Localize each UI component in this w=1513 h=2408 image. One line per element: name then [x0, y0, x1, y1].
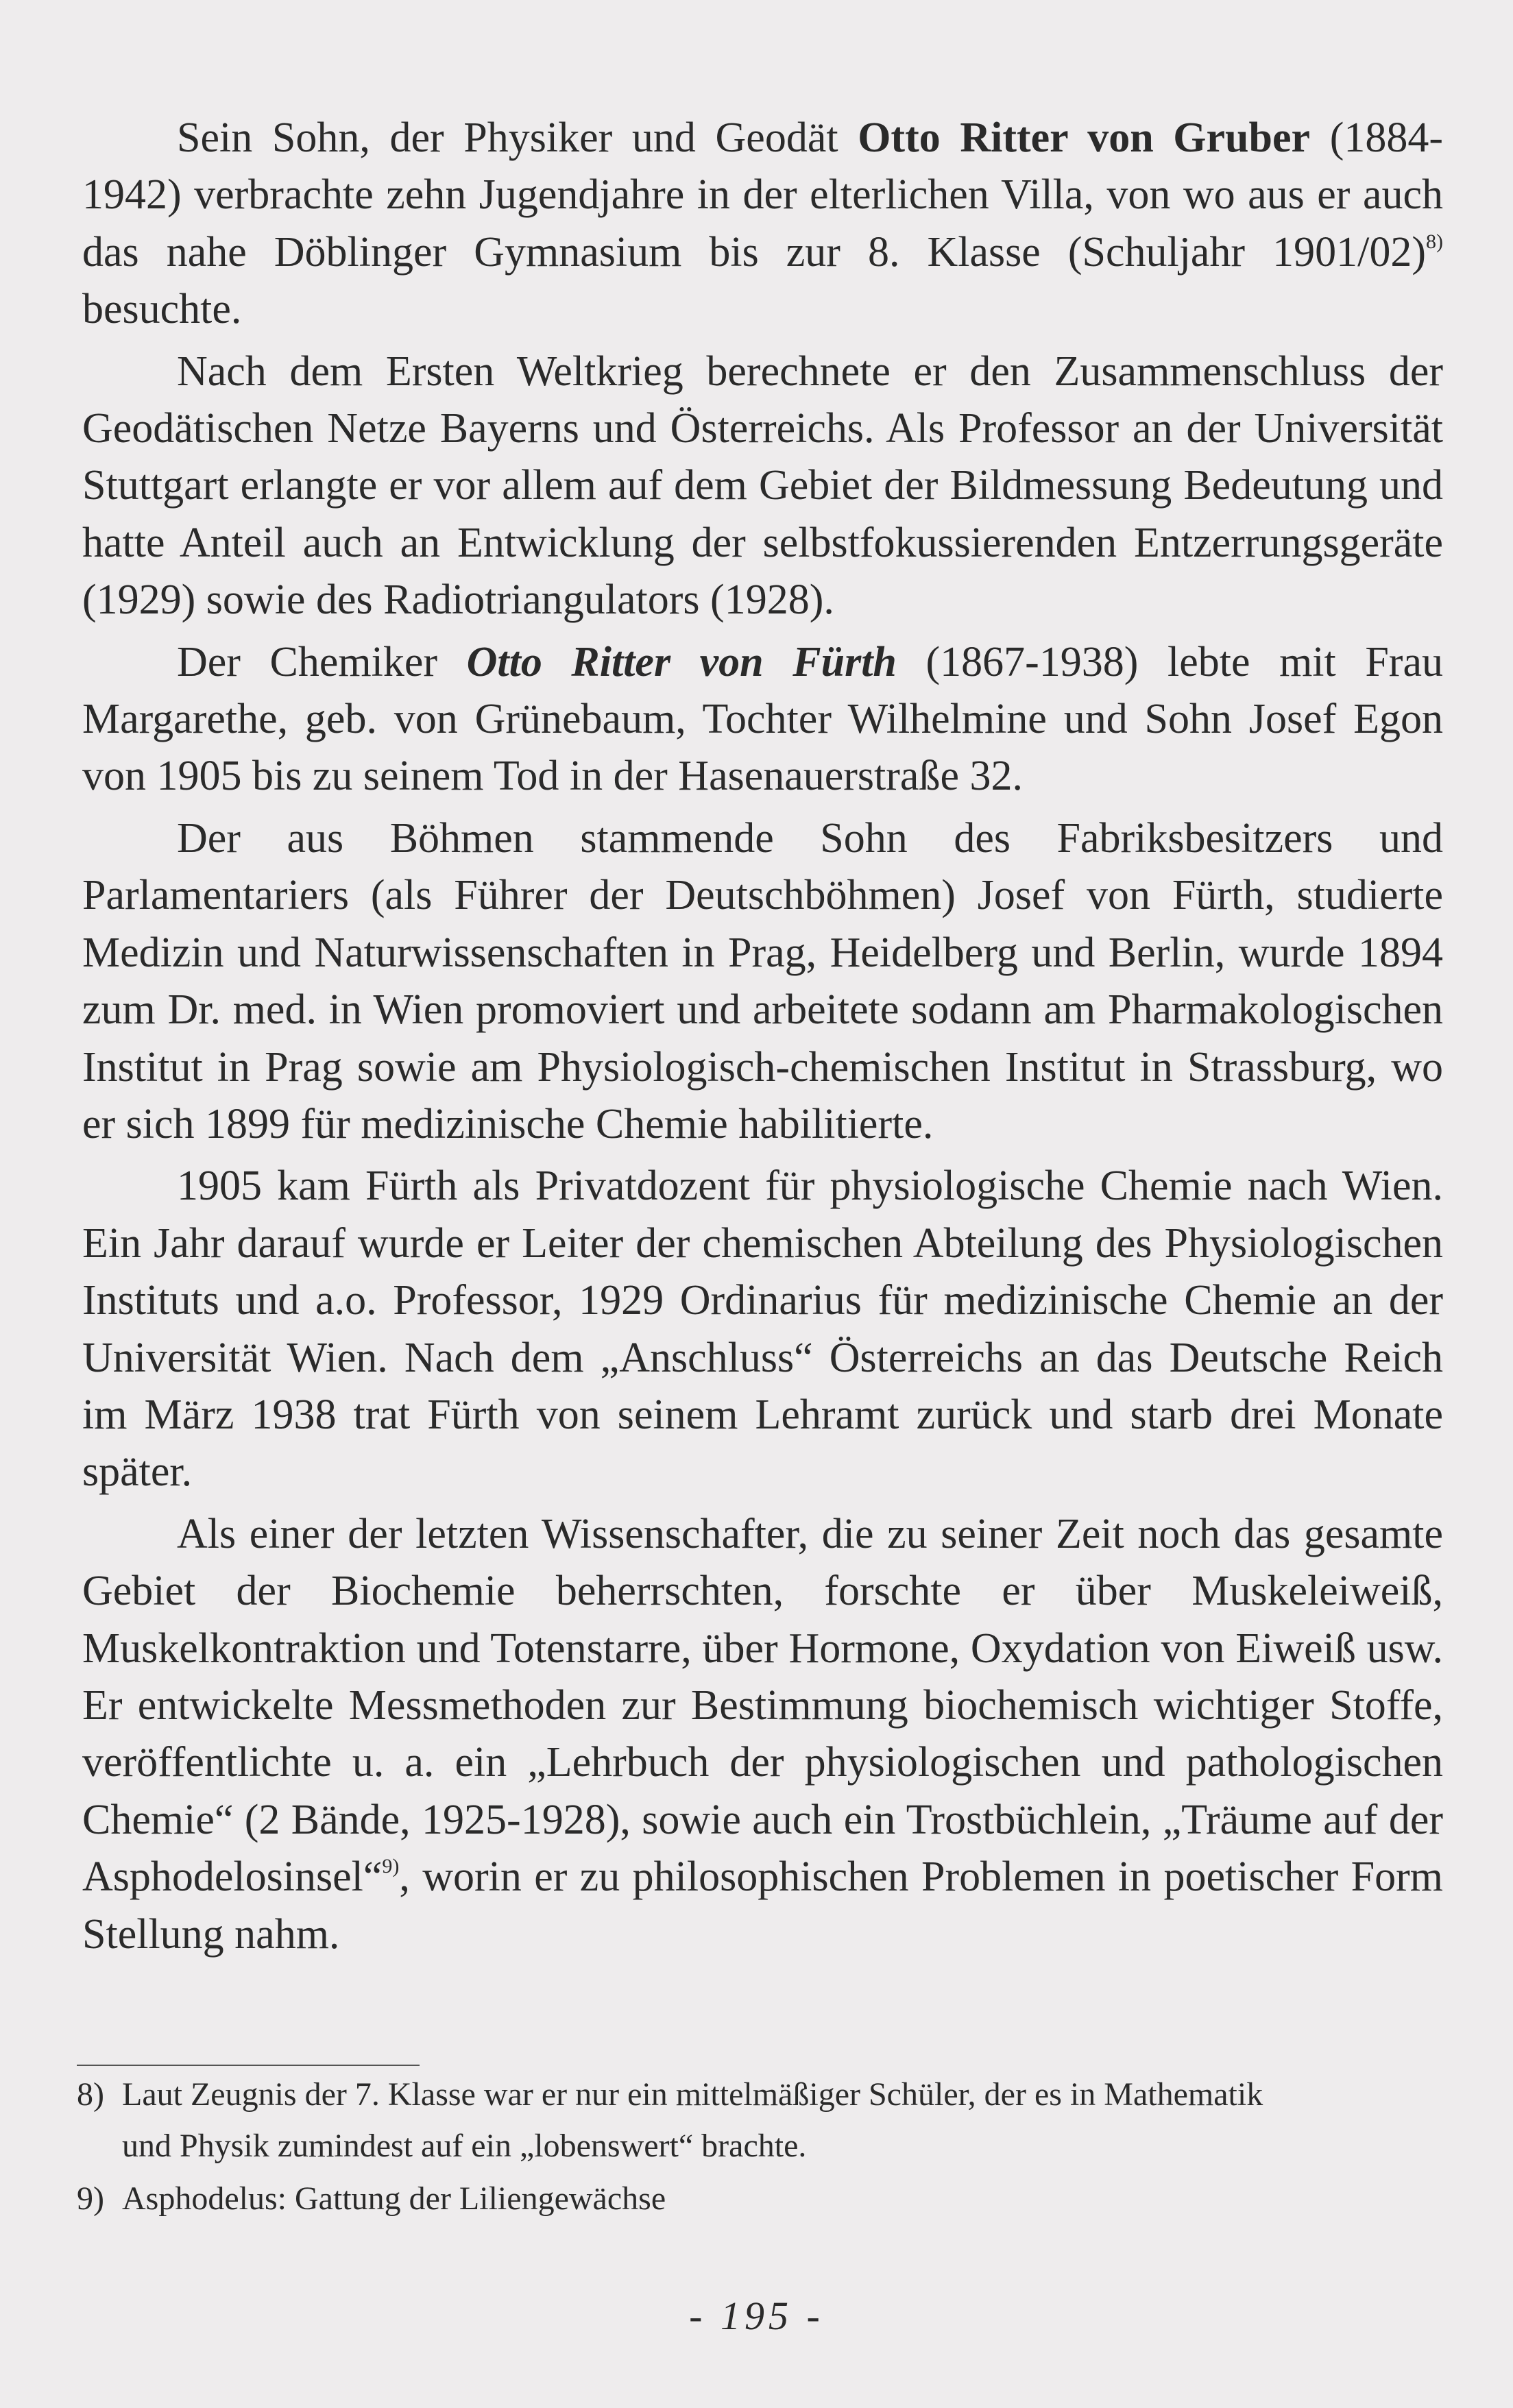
- paragraph-gruber: [82, 110, 1443, 339]
- footnote-9: [77, 2173, 1448, 2224]
- footnotes: [77, 2069, 1448, 2226]
- footnote-number: 9): [77, 2180, 104, 2217]
- paragraph-fuerth-origin: Der aus Böhmen stammende Sohn des Fabriksbesitzers und Parlamentariers (als Führer der Deutschböhmen) Josef von Fürth, studierte Medizin und Naturwissenschaften in Prag, Heidelberg und Berlin, wurde 1894 zum Dr. med. in Wien promoviert und arbeitete sodann am Pharmakologischen Institut in Prag sowie am Physiologisch-chemischen Institut in Strassburg, wo er sich 1899 für medizinische Chemie habilitierte.: [82, 814, 1443, 1147]
- paragraph-text: Als einer der letzten Wissenschafter, die zu seiner Zeit noch das gesamte Gebiet der Biochemie beherrschten, forschte er über Muskeleiweiß, Muskelkontraktion und Totenstarre, über Hormone, Oxydation von Eiweiß usw. Er entwickelte Messmethoden zur Bestimmung biochemisch wichtiger Stoffe, veröffentlichte u. a. ein „Lehrbuch der physiologischen und pathologischen Chemie“ (2 Bände, 1925-1928), sowie auch ein Trostbüchlein, „Träume auf der Asphodelosinsel“: [82, 1510, 1443, 1901]
- paragraph-text: , worin er zu philosophischen Problemen in poetischer Form Stellung nahm.: [82, 1853, 1443, 1958]
- paragraph-text: Sein Sohn, der Physiker und Geodät: [177, 114, 858, 161]
- page-number: - 195 -: [689, 2294, 824, 2338]
- paragraph-fuerth-intro: [82, 634, 1443, 805]
- footnote-divider: [77, 2065, 420, 2066]
- person-name-gruber: Otto Ritter von Gruber: [858, 114, 1311, 161]
- paragraph-text: (1884-1942) verbrachte zehn Jugendjahre in der elterlichen Villa, von wo aus er auch das nahe Döblinger Gymnasium bis zur 8. Klasse (Schuljahr 1901/02): [82, 114, 1443, 276]
- paragraph-text: Der Chemiker: [177, 638, 467, 685]
- footnote-ref-9: 9): [382, 1855, 400, 1878]
- paragraph-text: (1867-1938) lebte mit Frau Margarethe, geb. von Grünebaum, Tochter Wilhelmine und Sohn Josef Egon von 1905 bis zu seinem Tod in der Hasenauerstraße 32.: [82, 638, 1443, 800]
- footnote-text: Asphodelus: Gattung der Liliengewächse: [122, 2180, 666, 2217]
- footnote-8: [77, 2069, 1448, 2172]
- main-text: [82, 110, 1443, 1968]
- paragraph-fuerth-research: [82, 1506, 1443, 1963]
- person-name-fuerth: Otto Ritter von Fürth: [466, 638, 897, 685]
- paragraph-text: besuchte.: [82, 286, 242, 333]
- footnote-text: Laut Zeugnis der 7. Klasse war er nur ein mittelmäßiger Schüler, der es in Mathematik: [122, 2076, 1263, 2113]
- footnote-number: 8): [77, 2076, 104, 2113]
- paragraph-fuerth-career: 1905 kam Fürth als Privatdozent für physiologische Chemie nach Wien. Ein Jahr darauf wurde er Leiter der chemischen Abteilung des Physiologischen Instituts und a.o. Professor, 1929 Ordinarius für medizinische Chemie an der Universität Wien. Nach dem „Anschluss“ Österreichs an das Deutsche Reich im März 1938 trat Fürth von seinem Lehramt zurück und starb drei Monate später.: [82, 1163, 1443, 1496]
- footnote-text-continued: und Physik zumindest auf ein „lobenswert“ brachte.: [122, 2128, 807, 2164]
- footnote-ref-8: 8): [1426, 230, 1443, 253]
- paragraph-gruber-career: Nach dem Ersten Weltkrieg berechnete er den Zusammenschluss der Geodätischen Netze Bayerns und Österreichs. Als Professor an der Universität Stuttgart erlangte er vor allem auf dem Gebiet der Bildmessung Bedeutung und hatte Anteil auch an Entwicklung der selbstfokussierenden Entzerrungsgeräte (1929) sowie des Radiotriangulators (1928).: [82, 348, 1443, 624]
